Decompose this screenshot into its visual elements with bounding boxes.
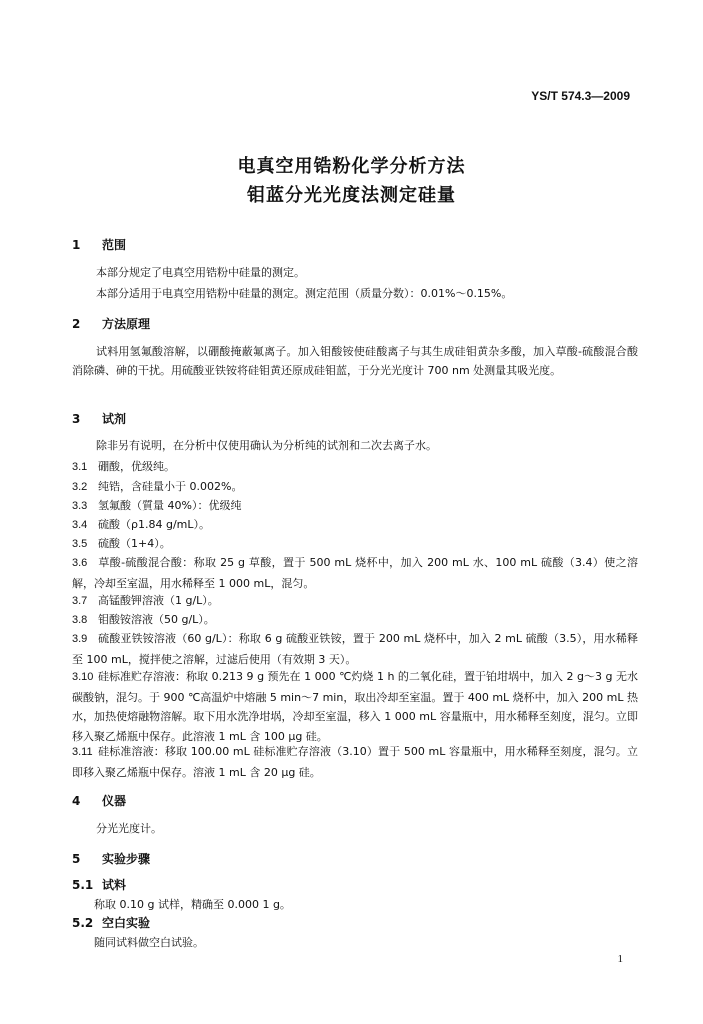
item-text: 硫酸亚铁铵溶液（60 g/L）：称取 6 g 硫酸亚铁铵，置于 200 mL 烧杯中，加入 2 mL 硫酸（3.5），用水稀释至 100 mL，搅拌使之溶解，过滤后使用（有效期 3 天）。 <box>72 632 638 666</box>
item-number: 3.1 <box>72 461 88 473</box>
item-number: 3.5 <box>72 538 88 550</box>
document-title-line2: 钼蓝分光光度法测定硅量 <box>247 185 456 206</box>
paragraph: 本部分规定了电真空用锆粉中硅量的测定。 <box>96 266 305 279</box>
list-item <box>72 667 638 746</box>
item-number: 3.4 <box>72 519 88 531</box>
section-heading-scope <box>72 236 126 253</box>
section-number: 2 <box>72 317 81 331</box>
list-item <box>72 610 638 631</box>
item-number: 3.8 <box>72 614 88 626</box>
item-text: 硼酸，优级纯。 <box>98 460 175 473</box>
subsection-title: 空白实验 <box>102 916 151 930</box>
list-item <box>72 457 638 478</box>
section-title: 方法原理 <box>102 317 151 331</box>
item-text: 草酸-硫酸混合酸：称取 25 g 草酸，置于 500 mL 烧杯中，加入 200 mL 水、100 mL 硫酸（3.4）使之溶解，冷却至室温，用水稀释至 1 000 mL，混匀。 <box>72 556 638 590</box>
section-heading-apparatus <box>72 792 126 809</box>
section-title: 试剂 <box>102 412 127 426</box>
standard-code: YS/T 574.3—2009 <box>531 89 630 103</box>
section-title: 范围 <box>102 238 127 252</box>
item-number: 3.3 <box>72 500 88 512</box>
item-number: 3.6 <box>72 557 88 569</box>
item-text: 硅标准贮存溶液：称取 0.213 9 g 预先在 1 000 ℃灼烧 1 h 的二氧化硅，置于铂坩埚中，加入 2 g～3 g 无水碳酸钠，混匀。于 900 ℃高温炉中熔融 5 min～7 min，取出冷却至室温。置于 400 mL 烧杯中，加入 200 mL 热水，加热使熔融物溶解。取下用水洗净坩埚，冷却至室温，移入 1 000 mL 容量瓶中，用水稀释至刻度，混匀。立即移入聚乙烯瓶中保存。此溶液 1 mL 含 100 μg 硅。 <box>72 670 638 743</box>
list-item <box>72 477 638 498</box>
paragraph: 除非另有说明，在分析中仅使用确认为分析纯的试剂和二次去离子水。 <box>96 439 437 452</box>
subsection-heading-sample <box>72 876 126 893</box>
subsection-title: 试料 <box>102 878 127 892</box>
paragraph: 分光光度计。 <box>96 822 162 835</box>
list-item <box>72 515 638 536</box>
item-text: 钼酸铵溶液（50 g/L）。 <box>98 613 215 626</box>
section-heading-reagents <box>72 410 126 427</box>
item-text: 硫酸（ρ1.84 g/mL）。 <box>98 518 211 531</box>
item-text: 硫酸（1+4）。 <box>98 537 171 550</box>
list-item <box>72 496 638 517</box>
subsection-heading-blank <box>72 914 150 931</box>
item-number: 3.10 <box>72 671 94 683</box>
section-number: 1 <box>72 238 81 252</box>
paragraph: 称取 0.10 g 试样，精确至 0.000 1 g。 <box>94 898 291 911</box>
section-title: 仪器 <box>102 794 127 808</box>
document-title-line1: 电真空用锆粉化学分析方法 <box>237 156 466 177</box>
section-heading-procedure <box>72 850 150 867</box>
item-text: 氢氟酸（質量 40%）：优级纯 <box>98 499 242 512</box>
list-item <box>72 534 638 555</box>
subsection-number: 5.1 <box>72 878 94 892</box>
item-number: 3.2 <box>72 481 88 493</box>
item-number: 3.9 <box>72 633 88 645</box>
list-item <box>72 591 638 612</box>
section-number: 3 <box>72 412 81 426</box>
paragraph: 随同试料做空白试验。 <box>94 936 204 949</box>
section-number: 4 <box>72 794 81 808</box>
section-heading-principle <box>72 315 150 332</box>
item-text: 硅标准溶液：移取 100.00 mL 硅标准贮存溶液（3.10）置于 500 mL 容量瓶中，用水稀释至刻度，混匀。立即移入聚乙烯瓶中保存。溶液 1 mL 含 20 μg 硅。 <box>72 745 638 779</box>
page-number: 1 <box>617 953 623 965</box>
section-number: 5 <box>72 852 81 866</box>
section-title: 实验步骤 <box>102 852 151 866</box>
list-item <box>72 742 638 782</box>
item-number: 3.11 <box>72 746 93 758</box>
item-number: 3.7 <box>72 595 88 607</box>
list-item <box>72 553 638 593</box>
paragraph: 试料用氢氟酸溶解，以硼酸掩蔽氟离子。加入钼酸铵使硅酸离子与其生成硅钼黄杂多酸，加入草酸-硫酸混合酸消除磷、砷的干扰。用硫酸亚铁铵将硅钼黄还原成硅钼蓝，于分光光度计 700 nm 处测量其吸光度。 <box>72 345 638 377</box>
item-text: 纯锆，含硅量小于 0.002%。 <box>98 480 243 493</box>
list-item <box>72 629 638 669</box>
subsection-number: 5.2 <box>72 916 94 930</box>
paragraph: 本部分适用于电真空用锆粉中硅量的测定。测定范围（质量分数）：0.01%～0.15%。 <box>96 287 513 300</box>
item-text: 高锰酸钾溶液（1 g/L）。 <box>98 594 219 607</box>
